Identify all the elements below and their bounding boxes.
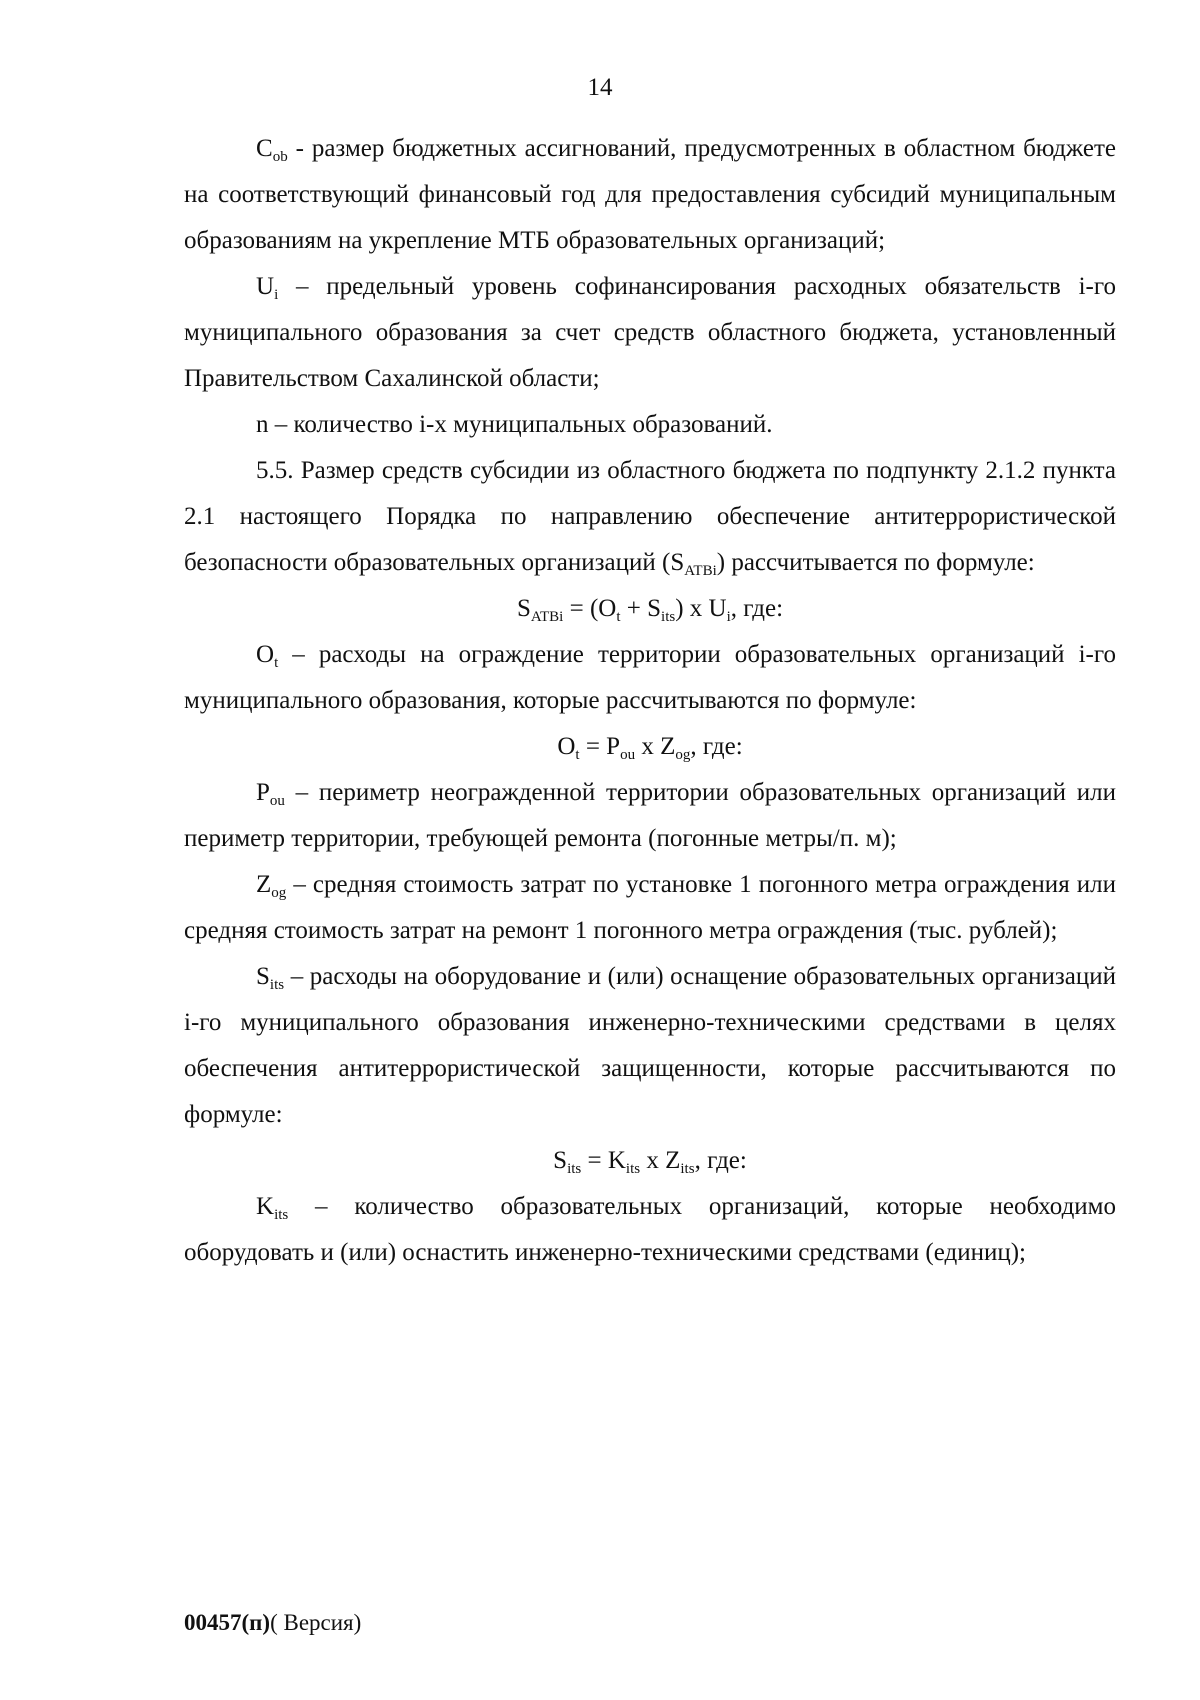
symbol-subscript: its [274, 1207, 289, 1223]
formula-subscript: ou [620, 747, 636, 763]
formula-part: O [557, 733, 576, 760]
formula-part: , где: [730, 595, 784, 622]
symbol-subscript: ATBi [684, 563, 717, 579]
formula-subscript: i [726, 609, 731, 625]
formula-subscript: t [575, 747, 580, 763]
paragraph-ui [184, 264, 1116, 402]
paragraph-text: – количество образовательных организаций, которые необходимо оборудовать и (или) оснастить инженерно-техническими средствами (единиц); [184, 1193, 1116, 1266]
formula-part: , где: [690, 733, 743, 760]
symbol: P [256, 779, 270, 806]
paragraph-text: - размер бюджетных ассигнований, предусмотренных в областном бюджете на соответствующий финансовый год для предоставления субсидий муниципальным образованиям на укрепление МТБ образовательных организаций; [184, 135, 1116, 254]
formula-part: ) x U [675, 595, 727, 622]
symbol: C [256, 135, 273, 162]
page-number: 14 [587, 74, 613, 101]
paragraph-text: – средняя стоимость затрат по установке 1 погонного метра ограждения или средняя стоимость затрат на ремонт 1 погонного метра ограждения (тыс. рублей); [184, 871, 1116, 944]
formula-subscript: t [616, 609, 621, 625]
paragraph-5-5 [184, 448, 1116, 586]
paragraph-sits [184, 954, 1116, 1138]
formula-part: + S [620, 595, 662, 622]
formula-sits [184, 1138, 1116, 1184]
formula-part: = (O [563, 595, 617, 622]
paragraph-ot [184, 632, 1116, 724]
paragraph-text: – расходы на оборудование и (или) оснащение образовательных организаций i-го муниципального образования инженерно-техническими средствами в целях обеспечения антитеррористической защищенности, которые рассчитываются по формуле: [184, 963, 1116, 1128]
symbol: O [256, 641, 275, 668]
formula-subscript: og [675, 747, 691, 763]
document-footer [184, 1608, 361, 1638]
body-text [184, 126, 1116, 1276]
formula-subscript: ATBi [530, 609, 564, 625]
formula-subscript: its [661, 609, 676, 625]
paragraph-n [184, 402, 1116, 448]
symbol: K [256, 1193, 275, 1220]
paragraph-text-end: ) рассчитывается по формуле: [716, 549, 1035, 576]
formula-part: S [516, 595, 531, 622]
symbol-subscript: ou [269, 793, 285, 809]
formula-satbi [184, 586, 1116, 632]
paragraph-cob [184, 126, 1116, 264]
paragraph-pou [184, 770, 1116, 862]
formula-subscript: its [567, 1161, 582, 1177]
formula-part: = K [581, 1147, 626, 1174]
symbol-subscript: i [274, 287, 279, 303]
formula-part: x Z [640, 1147, 681, 1174]
paragraph-text: – предельный уровень софинансирования расходных обязательств i-го муниципального образования за счет средств областного бюджета, установленный Правительством Сахалинской области; [184, 273, 1116, 392]
document-code: 00457(п) [184, 1610, 271, 1635]
version-label: ( Версия) [270, 1610, 362, 1635]
symbol-subscript: ob [272, 149, 288, 165]
formula-part: = P [579, 733, 621, 760]
formula-subscript: its [680, 1161, 695, 1177]
paragraph-text: n – количество i-х муниципальных образований. [256, 411, 773, 438]
formula-ot [184, 724, 1116, 770]
symbol: S [256, 963, 270, 990]
paragraph-text: 5.5. Размер средств субсидии из областного бюджета по подпункту 2.1.2 пункта 2.1 настоящего Порядка по направлению обеспечение антитеррористической безопасности образовательных организаций (S [184, 457, 1116, 576]
formula-part: x Z [635, 733, 676, 760]
formula-part: S [553, 1147, 568, 1174]
formula-subscript: its [625, 1161, 641, 1177]
symbol: Z [256, 871, 272, 898]
paragraph-kits [184, 1184, 1116, 1276]
paragraph-text: – периметр неогражденной территории образовательных организаций или периметр территории, требующей ремонта (погонные метры/п. м); [184, 779, 1116, 852]
symbol-subscript: og [271, 885, 287, 901]
paragraph-zog [184, 862, 1116, 954]
formula-part: , где: [694, 1147, 747, 1174]
symbol-subscript: its [269, 977, 285, 993]
symbol: U [256, 273, 275, 300]
symbol-subscript: t [274, 655, 279, 671]
paragraph-text: – расходы на ограждение территории образовательных организаций i-го муниципального образования, которые рассчитываются по формуле: [184, 641, 1116, 714]
